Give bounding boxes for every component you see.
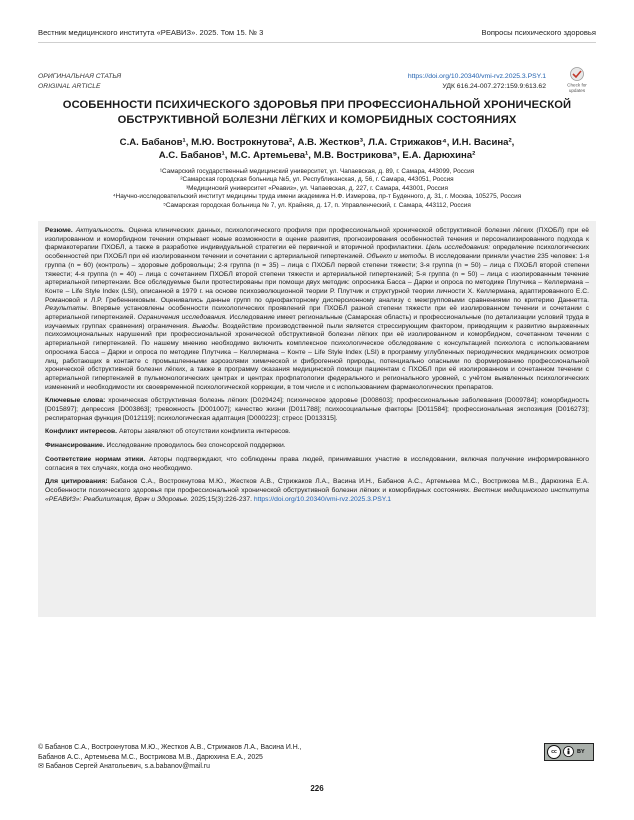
citation	[45, 478, 589, 504]
license-by-label: BY	[577, 749, 585, 755]
funding	[45, 442, 589, 451]
running-header	[38, 28, 596, 43]
article-type-ru: ОРИГИНАЛЬНАЯ СТАТЬЯ	[38, 73, 122, 80]
conflict-text: Авторы заявляют об отсутствии конфликта интересов.	[118, 428, 291, 436]
methods-label: Объект и методы.	[366, 253, 428, 261]
relevance-text: Оценка клинических данных, психологического профиля при профессиональной хронической обструктивной болезни лёгких (ПХОБЛ) при её изолированном и коморбидном течении открывает новые возможности в оценке развития, прогнозирования особенностей течения и персонализированного подхода к фармакотерапии ПХОБЛ, а также в разработке индивидуальной стратегии её первичной и вторичной профилактики.	[45, 227, 589, 252]
abstract-box	[38, 221, 596, 617]
results-label: Результаты.	[45, 305, 89, 313]
journal-name: Вестник медицинского института «РЕАВИЗ». 2025. Том 15. № 3	[38, 28, 264, 37]
funding-label: Финансирование.	[45, 442, 105, 450]
creative-commons-icon: cc	[547, 745, 561, 759]
limitations-label: Ограничения исследования.	[137, 314, 228, 322]
doi-link[interactable]: https://doi.org/10.20340/vmi-rvz.2025.3.PSY.1	[407, 73, 546, 80]
affiliations	[40, 168, 594, 210]
conclusions-label: Выводы.	[192, 322, 220, 330]
citation-label: Для цитирования:	[45, 478, 108, 486]
badge-label-top: Check for	[567, 82, 587, 88]
keywords-text: хроническая обструктивная болезнь лёгких [D029424]; психическое здоровье [D008603]; профессиональные заболевания [D009784]; коморбидность [D015897]; депрессия [D003863]; тревожность [D001007]; качество жизни [D011788]; психосоциальные факторы [D011584]; профессиональная экспозиция [D016273]; респираторная функция [D012119]; психологическая адаптация [D000223]; стресс [D013315].	[45, 397, 589, 422]
affiliation-3: ³Медицинский университет «Реавиз», ул. Чапаевская, д. 227, г. Самара, 443001, Россия	[186, 184, 448, 192]
ethics	[45, 456, 589, 473]
methods-text: В исследовании приняли участие 235 человек: 1-я группа (n = 60) (контроль) – здоровые добровольцы; 2-я группа (n = 35) – лица с ПХОБЛ первой степени тяжести; 3-я группа (n = 50) – лица с ПХОБЛ второй степени тяжести; 4-я группа (n = 40) – лица с сочетанием ПХОБЛ второй степени тяжести и артериальной гипертензией; 5-я группа (n = 50) – лица с изолированным течение артериальной гипертензии. Все обследуемые были протестированы при помощи двух методик: опросника Басса – Дарки и опроса по методике Плутчика – Келлермана – Конте – Life Style Index (LSI), описанной в 1979 г. на основе психоэволюционной теории Р. Плутчик и структурной теории личности Х. Келлермана, адаптированного Е.С. Романовой и Л.Р. Гребенниковым. Оценивались данные групп по однофакторному дисперсионному анализу с межгрупповыми сравнениями по критерию Даннетта.	[45, 253, 589, 304]
affiliation-5: ⁵Самарская городская больница № 7, ул. Крайняя, д. 17, п. Управленческий, г. Самара, 443112, Россия	[163, 201, 471, 209]
affiliation-1: ¹Самарский государственный медицинский университет, ул. Чапаевская, д. 89, г. Самара, 443099, Россия	[159, 168, 475, 175]
copyright-line-2: Бабанов А.С., Артемьева М.С., Вострикова М.В., Дарюхина Е.А., 2025	[38, 753, 263, 761]
abstract	[45, 227, 589, 392]
corresponding-author: ✉ Бабанов Сергей Анатольевич, s.a.babanov@mail.ru	[38, 763, 210, 770]
article-type-en: ORIGINAL ARTICLE	[38, 82, 101, 90]
check-for-updates-icon[interactable]	[560, 66, 594, 94]
cc-license-badge[interactable]	[544, 743, 594, 761]
author-list	[60, 136, 574, 162]
citation-tail: 2025;15(3):226-237.	[190, 495, 252, 503]
relevance-label: Актуальность.	[75, 227, 126, 234]
keywords	[45, 397, 589, 423]
identifiers	[408, 72, 546, 91]
page-number: 226	[310, 784, 324, 793]
article-title: ОСОБЕННОСТИ ПСИХИЧЕСКОГО ЗДОРОВЬЯ ПРИ ПРОФЕССИОНАЛЬНОЙ ХРОНИЧЕСКОЙ ОБСТРУКТИВНОЙ БОЛЕЗНИ ЛЁГКИХ И КОМОРБИДНЫХ СОСТОЯНИЯХ	[62, 99, 572, 126]
ethics-text: Авторы подтверждают, что соблюдены права людей, принимавших участие в исследовании, включая получение информированного согласия в тех случаях, когда оно необходимо.	[45, 455, 589, 472]
copyright-block	[38, 743, 302, 772]
aim-label: Цель исследования:	[425, 244, 490, 252]
affiliation-4: ⁴Научно-исследовательский институт медицины труда имени академика Н.Ф. Измерова, пр-т Буденного, д. 31, г. Москва, 105275, Россия	[112, 193, 522, 201]
funding-text: Исследование проводилось без спонсорской поддержки.	[106, 442, 286, 450]
authors-line-2: А.С. Бабанов¹, М.С. Артемьева¹, М.В. Вострикова⁵, Е.А. Дарюхина²	[158, 150, 476, 161]
conflict-of-interest	[45, 428, 589, 437]
copyright-line-1: © Бабанов С.А., Вострокнутова М.Ю., Жестков А.В., Стрижаков Л.А., Васина И.Н.,	[38, 744, 302, 751]
results-text: Впервые установлены особенности психологических проявлений при ПХОБЛ разной степени тяжести при её изолированном течении и сочетании с артериальной гипертензией.	[45, 305, 589, 322]
attribution-icon	[563, 746, 574, 759]
badge-label-bottom: updates	[568, 88, 586, 93]
keywords-label: Ключевые слова:	[45, 397, 106, 405]
citation-text: Бабанов С.А., Вострокнутова М.Ю., Жестков А.В., Стрижаков Л.А., Васина И.Н., Бабанов А.С., Артемьева М.С., Вострикова М.В., Дарюхина Е.А. Особенности психического здоровья при профессиональной хронической обструктивной болезни лёгких и коморбидных состояниях.	[45, 478, 589, 494]
affiliation-2: ²Самарская городская больница №5, ул. Республиканская, д. 56, г. Самара, 443051, Россия	[180, 176, 454, 184]
authors-line-1: С.А. Бабанов¹, М.Ю. Вострокнутова², А.В. Жестков³, Л.А. Стрижаков⁴, И.Н. Васина²,	[119, 137, 515, 148]
citation-journal: Вестник медицинского института «РЕАВИЗ»: Реабилитация, Врач и Здоровье.	[45, 486, 589, 503]
section-name: Вопросы психического здоровья	[481, 28, 596, 37]
citation-doi-link[interactable]: https://doi.org/10.20340/vmi-rvz.2025.3.PSY.1	[253, 495, 392, 503]
udk-code: УДК 616.24-007.272:159.9:613.62	[442, 82, 546, 90]
abstract-label: Резюме.	[45, 227, 73, 234]
conclusions-text: Воздействие производственной пыли является стрессирующим фактором, приводящим к развитию выраженных психоэмоциональных нарушений при профессиональной хронической обструктивной болезни лёгких при её изолированном и коморбидном, сочетанном течении с артериальной гипертензией. По нашему мнению необходимо включить комплексное психологическое обследование с консультацией психолога с использованием опросника Басса – Дарки и опроса по методике Плутчика – Келлермана – Конте – Life Style Index (LSI) в программу углубленных периодических медицинских осмотров лиц, работающих в контакте с промышленными аэрозолями химической и фиброгенной природы, потенциально опасными по формированию профессиональной хронической обструктивной болезни лёгких, а также в программу оказания медицинской помощи пациентам с ПХОБЛ при её изолированном и сочетанном течении с артериальной гипертензией в пульмонологических центрах и центрах профпатологии федерального и регионального уровней, с учётом выявленных психологических изменений и необходимости их своевременной психологической коррекции, в том числе и с использованием фармакологических препаратов.	[45, 322, 589, 391]
article-type	[38, 72, 121, 91]
conflict-label: Конфликт интересов.	[45, 428, 118, 436]
aim-text: определение психологических особенностей при ПХОБЛ при её изолированном течении и сочетании с артериальной гипертензией.	[45, 244, 589, 261]
limitations-text: Исследование имеет региональные (Самарская область) и профессиональные (по детализации условий труда в изучаемых группах сравнения) ограничения.	[45, 314, 589, 330]
ethics-label: Соответствие нормам этики.	[45, 455, 146, 463]
